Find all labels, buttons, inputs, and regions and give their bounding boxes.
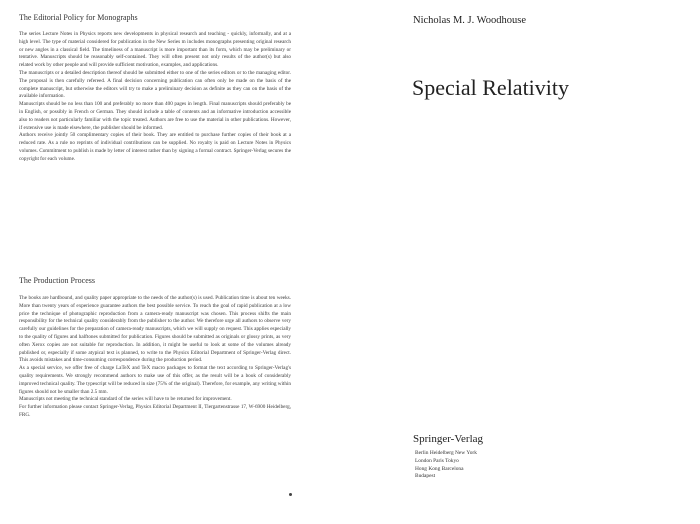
production-paragraph: For further information please contact Springer-Verlag, Physics Editorial Department II, Tiergartenstrasse 17, W-6900 Heidelberg, FRG.: [19, 404, 291, 418]
editorial-policy-text: [19, 31, 291, 236]
author-name: Nicholas M. J. Woodhouse: [413, 15, 526, 26]
publisher-name: Springer-Verlag: [413, 433, 484, 445]
editorial-paragraph: Manuscripts should be no less than 100 and preferably no more than 400 pages in length. Final manuscripts should preferably be in English, or possibly in French or German. They should include a table of contents and an informative introduction accessible also to readers not particularly familiar with the topic treated. Authors are free to use the material in other publications. However, if extensive use is made elsewhere, the publisher should be informed.: [19, 101, 291, 131]
book-title: Special Relativity: [412, 75, 570, 100]
production-paragraph: The books are hardbound, and quality paper appropriate to the needs of the author(s) is used. Publication time is about ten weeks. More than twenty years of experience guarantee authors the best possible service. To reach the goal of rapid publication at a low price the technique of photographic reproduction from a camera-ready manuscript was chosen. This process shifts the main responsibility for the technical quality considerably from the publisher to the author. We therefore urge all authors to observe very carefully our guidelines for the preparation of camera-ready manuscripts, which we will supply on request. This applies especially to the quality of figures and halftones submitted for publication. Figures should be submitted as originals or glossy prints, as very often Xerox copies are not suitable for reproduction. In addition, it might be useful to look at some of the volumes already published or, especially if some atypical text is planned, to write to the Physics Editorial Department of Springer-Verlag direct. This avoids mistakes and time-consuming correspondence during the production period.: [19, 295, 291, 364]
production-paragraph: Manuscripts not meeting the technical standard of the series will have to be returned for improvement.: [19, 396, 232, 403]
editorial-paragraph: The manuscripts or a detailed description thereof should be submitted either to one of the series editors or to the managing editor. The proposal is then carefully refereed. A final decision concerning publication can often only be made on the basis of the complete manuscript, but otherwise the editors will try to make a preliminary decision as definite as they can on the basis of the available information.: [19, 69, 291, 100]
production-paragraph: As a special service, we offer free of charge LaTeX and TeX macro packages to format the text according to Springer-Verlag's quality requirements. We strongly recommend authors to make use of this offer, as the result will be a book of considerably improved technical quality. The typescript will be reduced in size (75% of the original). Therefore, for example, any writing within figures should not be smaller than 2.5 mm.: [19, 365, 291, 395]
city-line: Hong Kong Barcelona: [415, 465, 464, 472]
publisher-cities: [415, 450, 477, 481]
editorial-paragraph: The series Lecture Notes in Physics reports new developments in physical research and teaching - quickly, informally, and at a high level. The type of material considered for publication in the New Series m includes monographs presenting original research or new angles in a classical field. The timeliness of a manuscript is more important than its form, which may be preliminary or tentative. Manuscripts should be reasonably self-contained. They will often present not only results of the author(s) but also related work by other people and will provide sufficient motivation, examples, and applications.: [19, 31, 291, 69]
production-process-text: [19, 295, 291, 490]
city-line: Berlin Heidelberg New York: [415, 450, 477, 456]
editorial-paragraph: Authors receive jointly 50 complimentary copies of their book. They are entitled to purchase further copies of their book at a reduced rate. As a rule no reprints of individual contributions can be supplied. No royalty is paid on Lecture Notes in Physics volumes. Commitment to publish is made by letter of interest rather than by signing a formal contract. Springer-Verlag secures the copyright for each volume.: [19, 132, 291, 162]
city-line: Budapest: [415, 473, 436, 480]
page-mark: [289, 493, 292, 496]
city-line: London Paris Tokyo: [415, 457, 459, 464]
editorial-policy-heading: The Editorial Policy for Monographs: [19, 13, 138, 22]
production-process-heading: The Production Process: [19, 276, 95, 285]
